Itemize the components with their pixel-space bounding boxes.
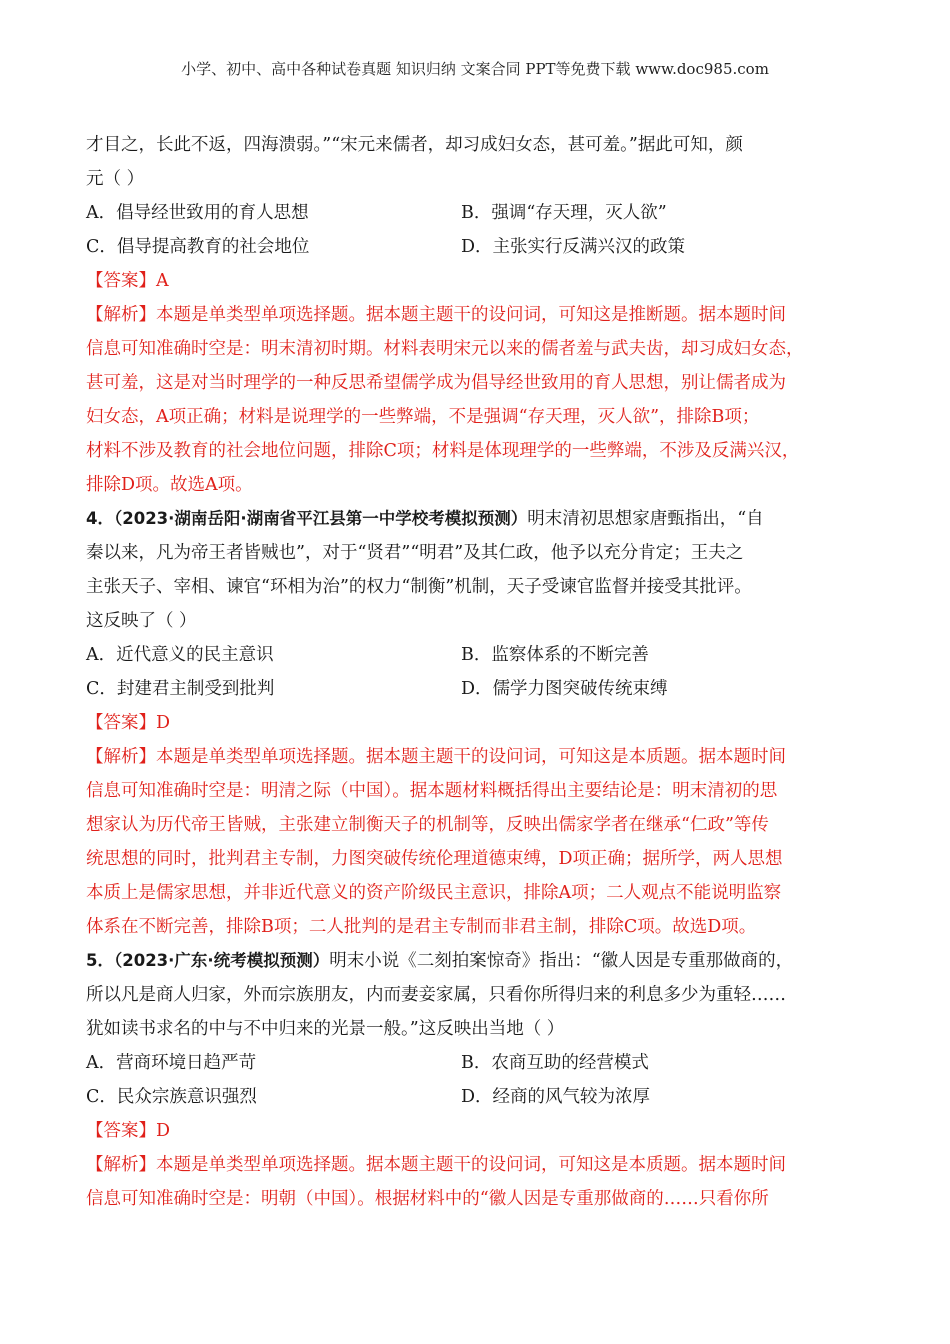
q4-heading: 4．（2023·湖南岳阳·湖南省平江县第一中学校考模拟预测） — [86, 509, 528, 528]
q4-analysis-line: 【解析】本题是单类型单项选择题。据本题主题干的设问词，可知这是本质题。据本题时间 — [86, 747, 786, 767]
q3-stem-line: 才目之，长此不返，四海溃弱。”“宋元来儒者，却习成妇女态，甚可羞。”据此可知，颜 — [86, 135, 743, 155]
q4-stem-line: 这反映了（ ） — [86, 611, 197, 631]
q5-option-b: B．农商互助的经营模式 — [461, 1053, 649, 1073]
q4-option-d: D．儒学力图突破传统束缚 — [461, 679, 668, 699]
q3-option-a: A．倡导经世致用的育人思想 — [86, 203, 309, 223]
q4-stem-line: 主张天子、宰相、谏官“环相为治”的权力“制衡”机制，天子受谏官监督并接受其批评。 — [86, 577, 752, 597]
document-body — [86, 128, 866, 1216]
q3-analysis-line: 甚可羞，这是对当时理学的一种反思希望儒学成为倡导经世致用的育人思想，别让儒者成为 — [86, 373, 786, 393]
q3-option-c: C．倡导提高教育的社会地位 — [86, 237, 310, 257]
q4-stem-text: 明末清初思想家唐甄指出，“自 — [527, 509, 764, 529]
q4-options-row — [86, 638, 866, 672]
q5-stem-text: 明末小说《二刻拍案惊奇》指出：“徽人因是专重那做商的， — [329, 951, 794, 971]
q4-analysis-line: 统思想的同时，批判君主专制，力图突破传统伦理道德束缚，D项正确；据所学，两人思想 — [86, 849, 783, 869]
q5-analysis-line: 信息可知准确时空是：明朝（中国）。根据材料中的“徽人因是专重那做商的……只看你所 — [86, 1189, 769, 1209]
q5-options-row — [86, 1046, 866, 1080]
q3-analysis-line: 材料不涉及教育的社会地位问题，排除C项；材料是体现理学的一些弊端，不涉及反满兴汉， — [86, 441, 800, 461]
q4-analysis-line: 信息可知准确时空是：明清之际（中国）。据本题材料概括得出主要结论是：明末清初的思 — [86, 781, 778, 801]
q3-options-row — [86, 230, 866, 264]
q5-answer: 【答案】D — [86, 1121, 171, 1141]
q4-option-a: A．近代意义的民主意识 — [86, 645, 274, 665]
q4-analysis-line: 本质上是儒家思想，并非近代意义的资产阶级民主意识，排除A项；二人观点不能说明监察 — [86, 883, 782, 903]
q3-option-b: B．强调“存天理，灭人欲” — [461, 203, 667, 223]
page-header: 小学、初中、高中各种试卷真题 知识归纳 文案合同 PPT等免费下载 www.doc985.com — [181, 60, 769, 78]
q5-option-a: A．营商环境日趋严苛 — [86, 1053, 257, 1073]
q4-options-row — [86, 672, 866, 706]
q3-stem-line: 元（ ） — [86, 169, 145, 189]
q4-stem-line: 秦以来，凡为帝王者皆贼也”，对于“贤君”“明君”及其仁政，他予以充分肯定；王夫之 — [86, 543, 744, 563]
q3-option-d: D．主张实行反满兴汉的政策 — [461, 237, 686, 257]
q5-heading: 5．（2023·广东·统考模拟预测） — [86, 951, 330, 970]
q5-option-c: C．民众宗族意识强烈 — [86, 1087, 257, 1107]
q3-analysis-line: 【解析】本题是单类型单项选择题。据本题主题干的设问词，可知这是推断题。据本题时间 — [86, 305, 786, 325]
q5-option-d: D．经商的风气较为浓厚 — [461, 1087, 651, 1107]
q3-analysis-line: 信息可知准确时空是：明末清初时期。材料表明宋元以来的儒者羞与武夫齿，却习成妇女态， — [86, 339, 804, 359]
q5-options-row — [86, 1080, 866, 1114]
q5-analysis-line: 【解析】本题是单类型单项选择题。据本题主题干的设问词，可知这是本质题。据本题时间 — [86, 1155, 786, 1175]
q3-analysis-line: 排除D项。故选A项。 — [86, 475, 253, 495]
q4-stem-line — [86, 502, 866, 536]
q4-answer: 【答案】D — [86, 713, 171, 733]
q5-stem-line: 犹如读书求名的中与不中归来的光景一般。”这反映出当地（ ） — [86, 1019, 565, 1039]
q4-analysis-line: 想家认为历代帝王皆贼，主张建立制衡天子的机制等，反映出儒家学者在继承“仁政”等传 — [86, 815, 769, 835]
q3-analysis-line: 妇女态，A项正确；材料是说理学的一些弊端，不是强调“存天理，灭人欲”，排除B项； — [86, 407, 760, 427]
q4-analysis-line: 体系在不断完善，排除B项；二人批判的是君主专制而非君主制，排除C项。故选D项。 — [86, 917, 757, 937]
q5-stem-line: 所以凡是商人归家，外而宗族朋友，内而妻妾家属，只看你所得归来的利息多少为重轻…… — [86, 985, 786, 1005]
q4-option-c: C．封建君主制受到批判 — [86, 679, 275, 699]
q3-options-row — [86, 196, 866, 230]
q3-answer: 【答案】A — [86, 271, 169, 291]
q5-stem-line — [86, 944, 866, 978]
q4-option-b: B．监察体系的不断完善 — [461, 645, 649, 665]
